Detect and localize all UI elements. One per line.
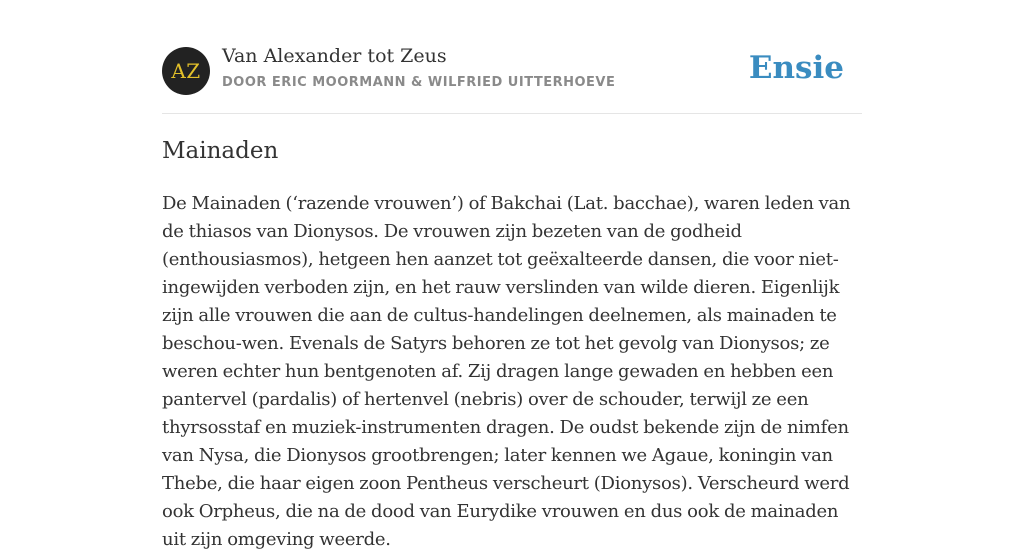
book-header bbox=[162, 0, 862, 114]
book-authors: DOOR ERIC MOORMANN & WILFRIED UITTERHOEVE bbox=[222, 75, 616, 90]
ensie-logo[interactable]: Ensie bbox=[748, 50, 844, 86]
entry-body: De Mainaden (‘razende vrouwen’) of Bakchai (Lat. bacchae), waren leden van de thiasos van Dionysos. De vrouwen zijn bezeten van de godheid (enthousiasmos), hetgeen hen aanzet tot geëxalteerde dansen, die voor niet-ingewijden verboden zijn, en het rauw verslinden van wilde dieren. Eigenlijk zijn alle vrouwen die aan de cultus-handelingen deelnemen, als mainaden te beschou-wen. Evenals de Satyrs behoren ze tot het gevolg van Dionysos; ze weren echter hun bentgenoten af. Zij dragen lange gewaden en hebben een pantervel (pardalis) of hertenvel (nebris) over de schouder, terwijl ze een thyrsosstaf en muziek-instrumenten dragen. De oudst bekende zijn de nimfen van Nysa, die Dionysos grootbrengen; later kennen we Agaue, koningin van Thebe, die haar eigen zoon Pentheus verscheurt (Dionysos). Verscheurd werd ook Orpheus, die na de dood van Eurydike vrouwen en dus ook de mainaden uit zijn omgeving weerde. bbox=[162, 193, 851, 550]
book-title[interactable]: Van Alexander tot Zeus bbox=[222, 45, 447, 67]
entry-title: Mainaden bbox=[162, 138, 279, 164]
book-avatar[interactable]: AZ bbox=[162, 47, 210, 95]
content-column bbox=[162, 0, 862, 550]
